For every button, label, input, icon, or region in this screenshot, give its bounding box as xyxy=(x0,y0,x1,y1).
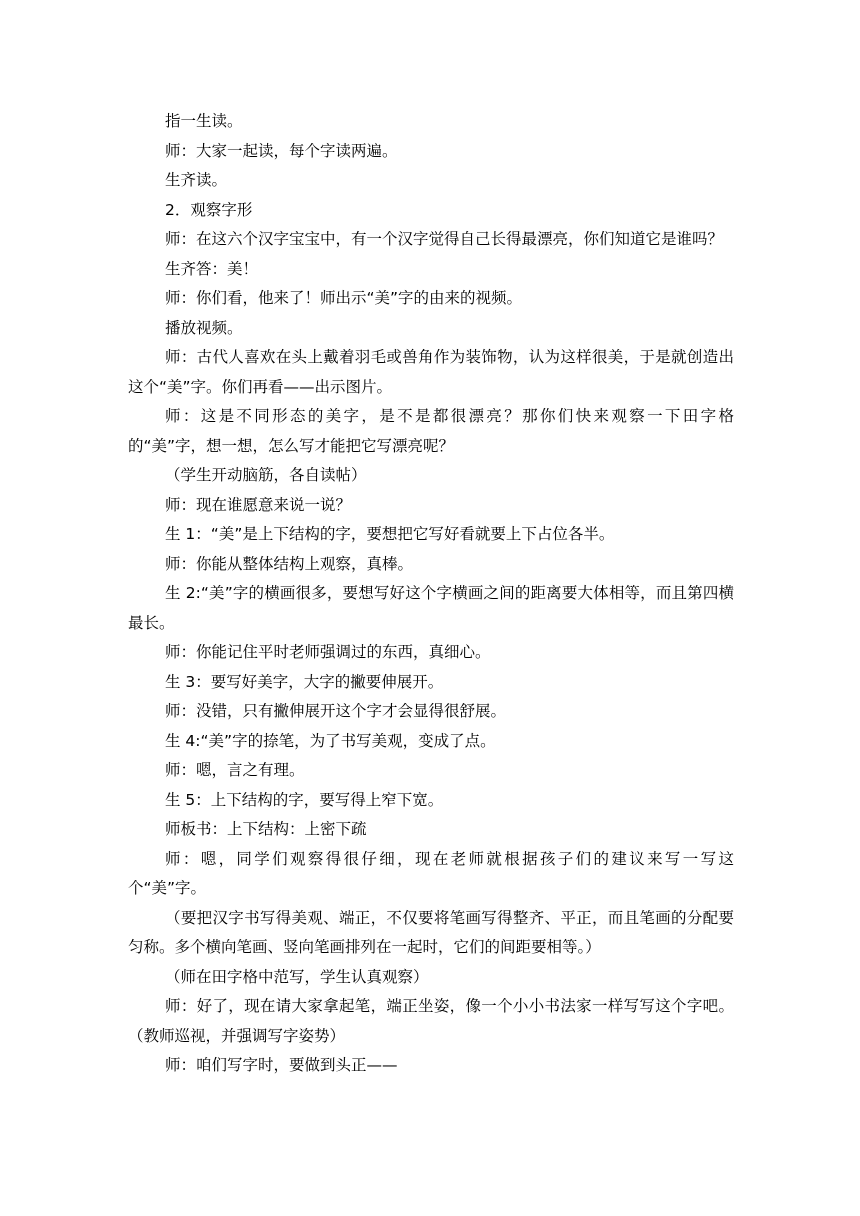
paragraph: （学生开动脑筋，各自读帖） xyxy=(165,466,367,484)
paragraph: 生齐答：美！ xyxy=(165,259,259,278)
paragraph: 生 5：上下结构的字，要写得上窄下宽。 xyxy=(165,790,444,809)
document-body xyxy=(128,107,734,1081)
paragraph: 生 3：要写好美字，大字的撇要伸展开。 xyxy=(165,672,444,691)
paragraph: 师：现在谁愿意来说一说？ xyxy=(165,495,352,514)
paragraph: 师：大家一起读，每个字读两遍。 xyxy=(165,141,398,160)
paragraph: 师：嗯，同学们观察得很仔细，现在老师就根据孩子们的建议来写一写这个“美”字。 xyxy=(128,849,734,897)
paragraph: 师：好了，现在请大家拿起笔，端正坐姿，像一个小小书法家一样写写这个字吧。（教师巡视，并强调写字姿势） xyxy=(128,997,734,1045)
paragraph: 师板书：上下结构：上密下疏 xyxy=(165,820,367,838)
paragraph: 生 4:“美”字的捺笔，为了书写美观，变成了点。 xyxy=(165,731,496,750)
paragraph: 生 2:“美”字的横画很多，要想写好这个字横画之间的距离要大体相等，而且第四横最长。 xyxy=(128,584,734,632)
paragraph: （师在田字格中范写，学生认真观察） xyxy=(165,967,429,986)
paragraph: 生齐读。 xyxy=(165,171,228,189)
paragraph: 师：你能记住平时老师强调过的东西，真细心。 xyxy=(165,643,491,661)
paragraph: 师：咱们写字时，要做到头正—— xyxy=(165,1056,398,1074)
paragraph: 师：这是不同形态的美字，是不是都很漂亮？那你们快来观察一下田字格的“美”字，想一想，怎么写才能把它写漂亮呢？ xyxy=(128,407,734,455)
paragraph: 师：你能从整体结构上观察，真棒。 xyxy=(165,554,414,573)
paragraph: 师：古代人喜欢在头上戴着羽毛或兽角作为装饰物，认为这样很美，于是就创造出这个“美”字。你们再看——出示图片。 xyxy=(128,348,734,396)
section-heading: 2．观察字形 xyxy=(165,200,253,219)
paragraph: 指一生读。 xyxy=(165,112,243,130)
paragraph: 师：没错，只有撇伸展开这个字才会显得很舒展。 xyxy=(165,702,507,720)
paragraph: 师：你们看，他来了！师出示“美”字的由来的视频。 xyxy=(165,289,523,307)
paragraph: 师：嗯，言之有理。 xyxy=(165,761,305,779)
paragraph: 播放视频。 xyxy=(165,318,243,337)
paragraph: 生 1：“美”是上下结构的字，要想把它写好看就要上下占位各半。 xyxy=(165,525,615,543)
paragraph: 师：在这六个汉字宝宝中，有一个汉字觉得自己长得最漂亮，你们知道它是谁吗？ xyxy=(165,230,724,248)
paragraph: （要把汉字书写得美观、端正，不仅要将笔画写得整齐、平正，而且笔画的分配要匀称。多个横向笔画、竖向笔画排列在一起时，它们的间距要相等。） xyxy=(128,908,734,956)
